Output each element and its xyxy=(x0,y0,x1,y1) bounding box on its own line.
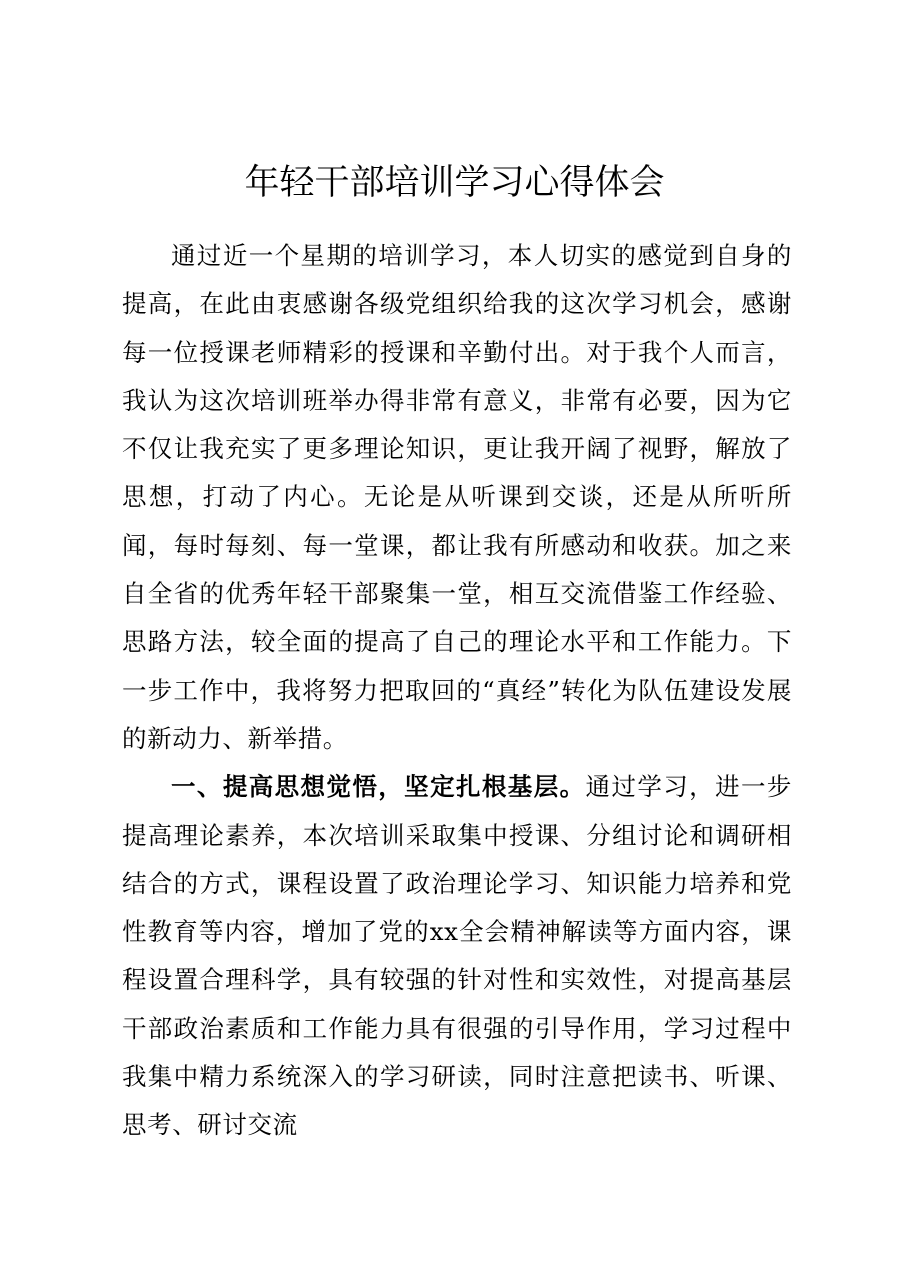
section-1-text: 通过学习，进一步提高理论素养，本次培训采取集中授课、分组讨论和调研相结合的方式，课程设置了政治理论学习、知识能力培养和党性教育等内容，增加了党的xx全会精神解读等方面内容，课程设置合理科学，具有较强的针对性和实效性，对提高基层干部政治素质和工作能力具有很强的引导作用，学习过程中我集中精力系统深入的学习研读，同时注意把读书、听课、思考、研讨交流 xyxy=(122,772,792,1140)
document-body xyxy=(122,232,792,1150)
intro-paragraph: 通过近一个星期的培训学习，本人切实的感觉到自身的提高，在此由衷感谢各级党组织给我的这次学习机会，感谢每一位授课老师精彩的授课和辛勤付出。对于我个人而言，我认为这次培训班举办得非常有意义，非常有必要，因为它不仅让我充实了更多理论知识，更让我开阔了视野，解放了思想，打动了内心。无论是从听课到交谈，还是从所听所闻，每时每刻、每一堂课，都让我有所感动和收获。加之来自全省的优秀年轻干部聚集一堂，相互交流借鉴工作经验、思路方法，较全面的提高了自己的理论水平和工作能力。下一步工作中，我将努力把取回的“真经”转化为队伍建设发展的新动力、新举措。 xyxy=(122,241,792,753)
section-1-paragraph xyxy=(122,763,792,1149)
section-1-heading: 一、提高思想觉悟，坚定扎根基层。 xyxy=(171,772,586,802)
document-title: 年轻干部培训学习心得体会 xyxy=(244,163,665,203)
